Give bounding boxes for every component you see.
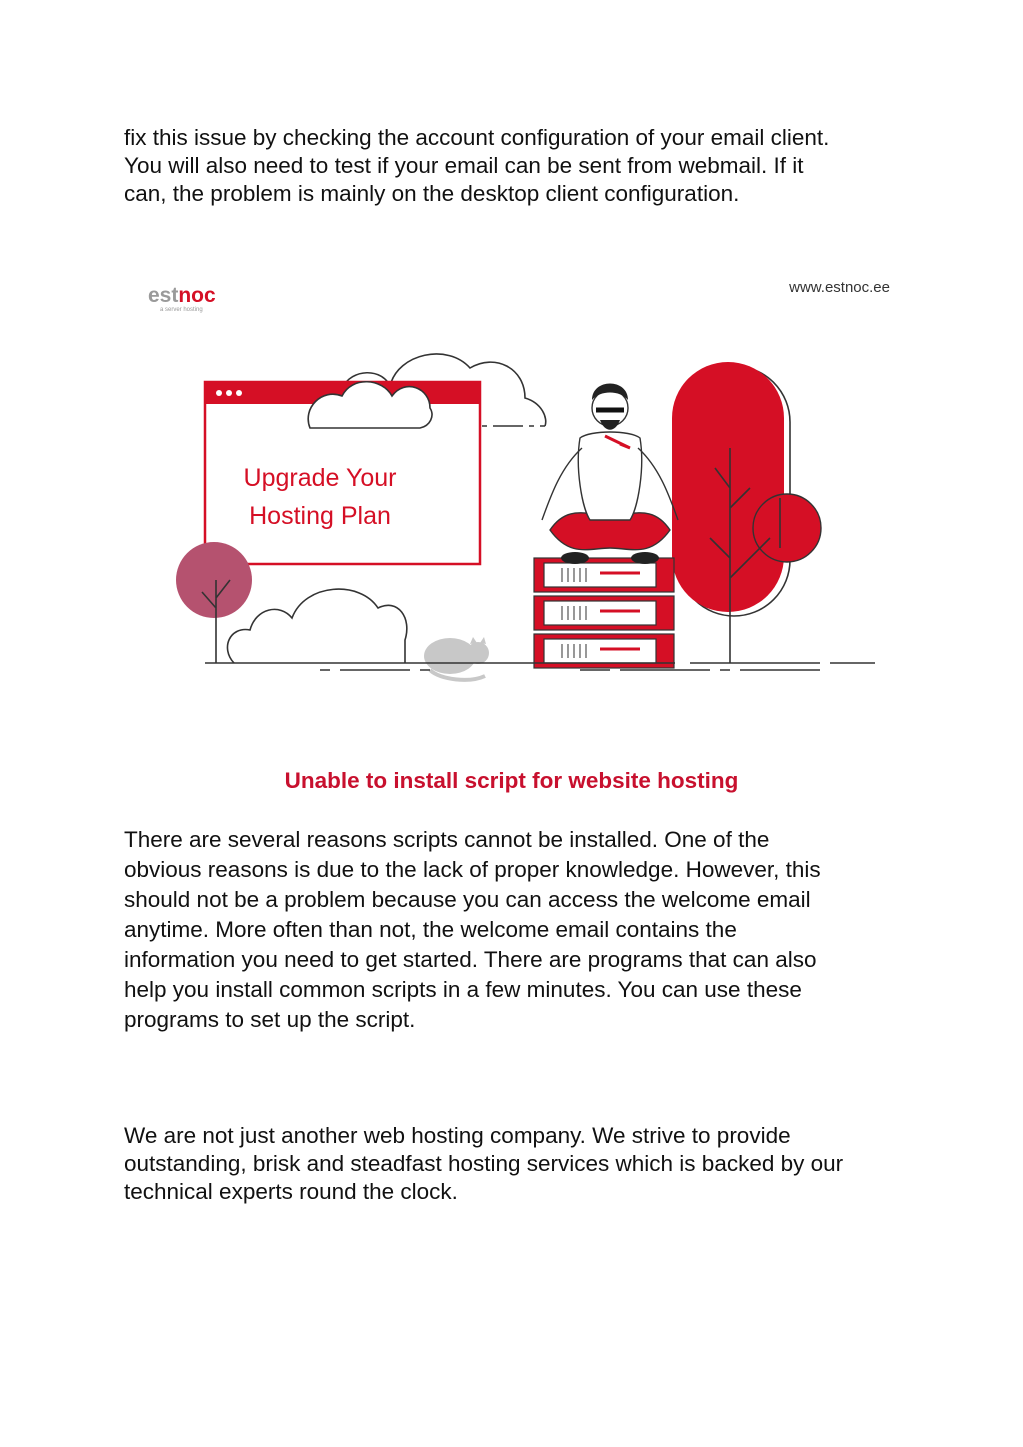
window-title-line2: Hosting Plan (249, 502, 391, 530)
svg-text:estnoc (148, 284, 216, 307)
text-line: can, the problem is mainly on the desktop client configuration. (124, 181, 740, 206)
text-line: We are not just another web hosting company. We strive to provide (124, 1123, 791, 1148)
cat (424, 637, 489, 680)
intro-paragraph (124, 124, 914, 208)
hosting-illustration (130, 258, 900, 698)
text-line: obvious reasons is due to the lack of proper knowledge. However, this (124, 857, 821, 882)
text-line: programs to set up the script. (124, 1007, 416, 1032)
text-line: anytime. More often than not, the welcome email contains the (124, 917, 737, 942)
text-line: fix this issue by checking the account configuration of your email client. (124, 125, 830, 150)
server-stack (534, 558, 674, 668)
cloud-bottom (227, 589, 406, 663)
window-title-line1: Upgrade Your (243, 464, 397, 492)
logo-text-grey: est (148, 284, 179, 307)
text-line: You will also need to test if your email can be sent from webmail. If it (124, 153, 804, 178)
logo-tagline: a server hosting (160, 307, 203, 313)
section-heading: Unable to install script for website hosting (284, 768, 739, 793)
text-line: help you install common scripts in a few minutes. You can use these (124, 977, 802, 1002)
text-line: outstanding, brisk and steadfast hosting services which is backed by our (124, 1151, 844, 1176)
red-tree (672, 362, 821, 663)
text-line: should not be a problem because you can access the welcome email (124, 887, 811, 912)
body-paragraph (124, 825, 914, 1035)
text-line: information you need to get started. There are programs that can also (124, 947, 817, 972)
website-url: www.estnoc.ee (789, 279, 890, 296)
logo-text-red: noc (178, 284, 216, 307)
text-line: There are several reasons scripts cannot be installed. One of the (124, 827, 770, 852)
text-line: technical experts round the clock. (124, 1179, 458, 1204)
closing-paragraph (124, 1122, 914, 1206)
estnoc-logo (148, 284, 216, 313)
meditating-person (542, 384, 678, 565)
